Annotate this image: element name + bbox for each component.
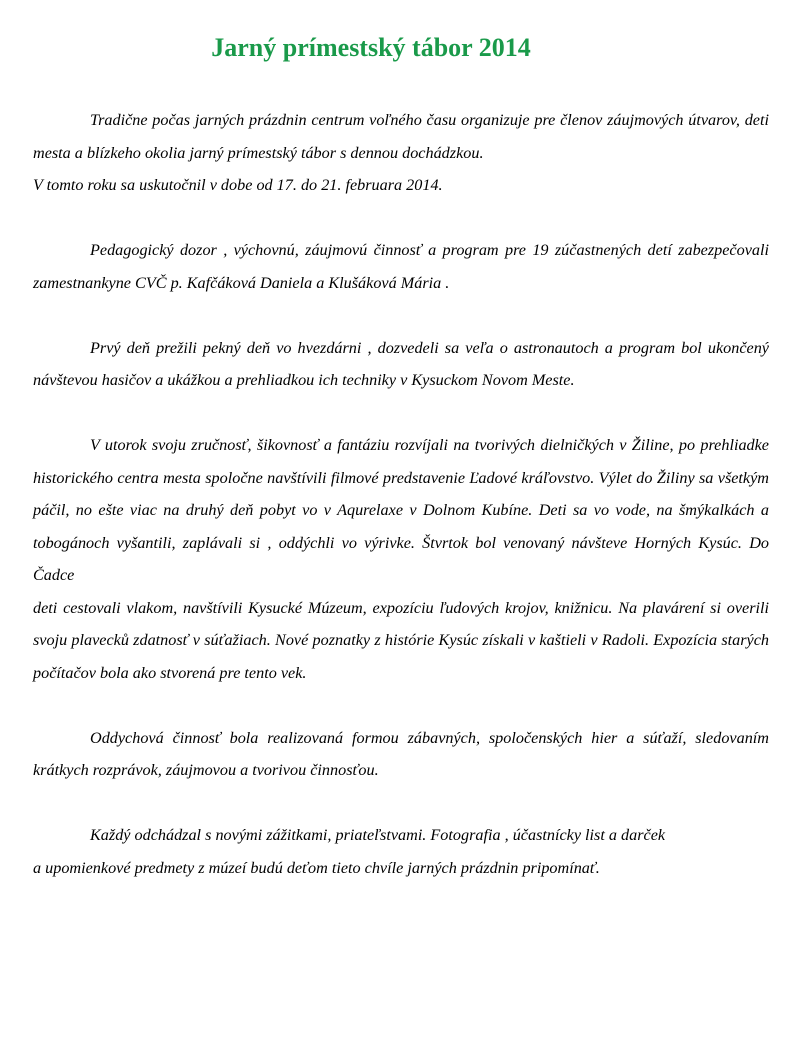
paragraph-leisure: Oddychová činnosť bola realizovaná formou zábavných, spoločenských hier a súťaží, sledovaním krátkych rozprávok, záujmovou a tvorivou činnosťou. [33,728,769,779]
spacer [33,689,769,722]
spacer [33,397,769,430]
paragraph-closing: Každý odchádzal s novými zážitkami, priateľstvami. Fotografia , účastnícky list a darček [90,826,666,844]
document-page [33,0,769,1049]
spacer [33,202,769,235]
paragraph-dates: V tomto roku sa uskutočnil v dobe od 17. do 21. februara 2014. [33,176,443,194]
paragraph-intro: Tradične počas jarných prázdnin centrum voľného času organizuje pre členov záujmových útvarov, deti mesta a blízkeho okolia jarný prímestský tábor s dennou dochádzkou. [33,111,769,162]
paragraph-week-activities: V utorok svoju zručnosť, šikovnosť a fantáziu rozvíjali na tvorivých dielničkých v Žiline, po prehliadke historického centra mesta spoločne navštívili filmové predstavenie Ľadové kráľovstvo. Výlet do Žiliny sa všetkým páčil, no ešte viac na druhý deň pobyt vo v Aqurelaxe v Dolnom Kubíne. Deti sa vo vode, na šmýkalkách a tobogánoch vyšantili, zaplávali si , oddýchli vo výrivke. Štvrtok bol venovaný návšteve Horných Kysúc. Do Čadce [33,436,769,584]
document-body [33,104,769,884]
spacer [33,787,769,820]
paragraph-week-activities-cont: deti cestovali vlakom, navštívili Kysucké Múzeum, expozíciu ľudových krojov, knižnicu. Na plavárení si overili svoju plavecků zdatnosť v súťažiach. Nové poznatky z histórie Kysúc získali v kaštieli v Radoli. Expozícia starých počítačov bola ako stvorená pre tento vek. [33,598,769,682]
paragraph-supervision: Pedagogický dozor , výchovnú, záujmovú činnosť a program pre 19 zúčastnených detí zabezpečovali zamestnankyne CVČ p. Kafčáková Daniela a Klušáková Mária . [33,241,769,292]
spacer [33,299,769,332]
paragraph-day-one: Prvý deň prežili pekný deň vo hvezdárni , dozvedeli sa veľa o astronautoch a program bol ukončený návštevou hasičov a ukážkou a prehliadkou ich techniky v Kysuckom Novom Meste. [33,338,769,389]
page-title: Jarný prímestský tábor 2014 [211,33,531,62]
paragraph-closing-cont: a upomienkové predmety z múzeí budú deťom tieto chvíle jarných prázdnin pripomínať. [33,858,600,877]
